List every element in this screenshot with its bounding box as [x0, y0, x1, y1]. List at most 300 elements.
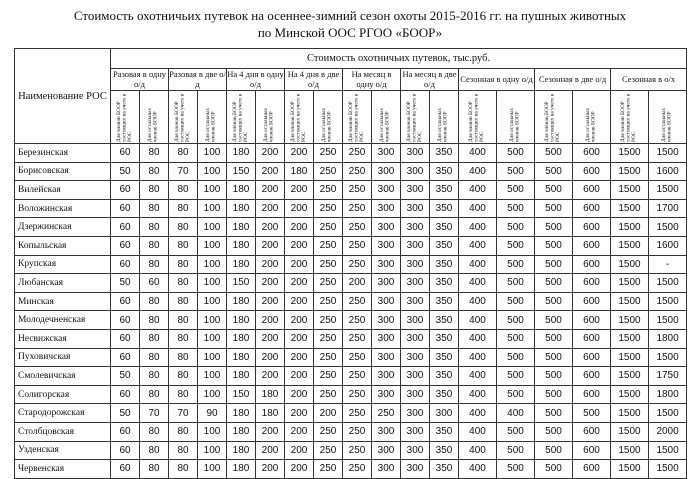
price-cell: 250: [314, 162, 343, 181]
price-cell: 250: [314, 236, 343, 255]
price-cell: 500: [535, 162, 573, 181]
price-cell: 180: [227, 181, 256, 200]
price-cell: 300: [372, 199, 401, 218]
price-cell: 200: [256, 460, 285, 479]
price-cell: 200: [256, 181, 285, 200]
price-cell: 300: [372, 236, 401, 255]
price-cell: 500: [497, 367, 535, 386]
table-row: [15, 144, 687, 163]
price-cell: 400: [459, 385, 497, 404]
price-cell: 400: [459, 460, 497, 479]
price-cell: 1500: [649, 441, 687, 460]
price-cell: 100: [198, 199, 227, 218]
price-cell: 500: [535, 236, 573, 255]
price-cell: 250: [314, 460, 343, 479]
header-group: На 4 дня в две о/д: [285, 69, 343, 91]
subheader-label: Для остальных членов БООР: [321, 107, 333, 142]
ros-name-cell: Узденская: [15, 441, 111, 460]
price-cell: 80: [140, 162, 169, 181]
price-cell: -: [649, 255, 687, 274]
price-cell: 200: [285, 348, 314, 367]
price-cell: 400: [459, 218, 497, 237]
price-cell: 1500: [611, 181, 649, 200]
ros-name-cell: Копыльская: [15, 236, 111, 255]
price-cell: 100: [198, 441, 227, 460]
price-cell: 300: [430, 404, 459, 423]
price-cell: 350: [430, 199, 459, 218]
price-cell: 350: [430, 292, 459, 311]
subheader-other-members: [372, 91, 401, 144]
price-cell: 300: [372, 218, 401, 237]
price-cell: 600: [573, 311, 611, 330]
price-cell: 400: [459, 404, 497, 423]
document-title: Стоимость охотничьих путевок на осеннее-зимний сезон охоты 2015-2016 гг. на пушных животных: [73, 8, 627, 23]
price-cell: 200: [285, 367, 314, 386]
price-cell: 350: [430, 236, 459, 255]
subheader-label: Для членов БООР состоящих на учете в РОС: [231, 93, 249, 142]
price-cell: 50: [111, 162, 140, 181]
price-cell: 80: [140, 311, 169, 330]
header-group: На месяц в две о/д: [401, 69, 459, 91]
price-cell: 80: [169, 348, 198, 367]
price-cell: 1500: [611, 255, 649, 274]
price-cell: 250: [343, 441, 372, 460]
price-cell: 500: [497, 199, 535, 218]
price-cell: 70: [140, 404, 169, 423]
price-cell: 180: [256, 404, 285, 423]
price-cell: 100: [198, 162, 227, 181]
price-cell: 300: [401, 385, 430, 404]
ros-name-cell: Пуховичская: [15, 348, 111, 367]
price-cell: 180: [227, 348, 256, 367]
price-cell: 300: [401, 329, 430, 348]
subheader-label: Для остальных членов БООР: [437, 107, 449, 142]
price-cell: 80: [140, 255, 169, 274]
price-cell: 200: [285, 218, 314, 237]
price-cell: 1500: [611, 199, 649, 218]
price-cell: 600: [573, 329, 611, 348]
price-cell: 1500: [611, 367, 649, 386]
price-cell: 200: [256, 441, 285, 460]
price-cell: 1500: [649, 144, 687, 163]
price-cell: 300: [372, 292, 401, 311]
subheader-members-ros: [535, 91, 573, 144]
price-cell: 80: [169, 181, 198, 200]
price-cell: 500: [535, 199, 573, 218]
price-cell: 300: [401, 236, 430, 255]
price-cell: 200: [285, 422, 314, 441]
price-cell: 350: [430, 255, 459, 274]
header-group: Сезонная в о/х: [611, 69, 687, 91]
header-group: Сезонная в одну о/д: [459, 69, 535, 91]
price-cell: 60: [111, 385, 140, 404]
price-cell: 200: [285, 255, 314, 274]
subheader-members-ros: [227, 91, 256, 144]
price-cell: 180: [227, 329, 256, 348]
price-cell: 300: [401, 274, 430, 293]
price-cell: 180: [227, 292, 256, 311]
price-cell: 250: [314, 181, 343, 200]
price-cell: 350: [430, 422, 459, 441]
price-cell: 500: [535, 385, 573, 404]
price-cell: 180: [285, 162, 314, 181]
price-cell: 500: [535, 255, 573, 274]
subheader-label: Для остальных членов БООР: [205, 107, 217, 142]
price-cell: 500: [535, 404, 573, 423]
price-cell: 300: [372, 348, 401, 367]
price-cell: 300: [401, 199, 430, 218]
price-cell: 500: [497, 329, 535, 348]
price-cell: 80: [140, 144, 169, 163]
price-cell: 500: [497, 311, 535, 330]
price-cell: 300: [401, 292, 430, 311]
price-cell: 350: [430, 218, 459, 237]
price-cell: 80: [169, 329, 198, 348]
table-row: [15, 441, 687, 460]
subheader-members-ros: [401, 91, 430, 144]
price-cell: 80: [140, 367, 169, 386]
price-cell: 300: [372, 441, 401, 460]
price-cell: 100: [198, 385, 227, 404]
price-cell: 250: [343, 460, 372, 479]
price-cell: 250: [343, 385, 372, 404]
price-cell: 1500: [649, 181, 687, 200]
price-cell: 300: [401, 218, 430, 237]
ros-name-cell: Минская: [15, 292, 111, 311]
ros-name-cell: Столбцовская: [15, 422, 111, 441]
price-cell: 200: [256, 218, 285, 237]
header-group: Сезонная в две о/д: [535, 69, 611, 91]
header-caption: Стоимость охотничьих путевок, тыс.руб.: [111, 49, 687, 69]
price-cell: 60: [111, 348, 140, 367]
price-cell: 60: [111, 181, 140, 200]
price-cell: 500: [497, 181, 535, 200]
subheader-members-ros: [611, 91, 649, 144]
price-cell: 100: [198, 255, 227, 274]
price-cell: 200: [285, 404, 314, 423]
price-cell: 350: [430, 274, 459, 293]
price-cell: 400: [459, 329, 497, 348]
price-cell: 250: [343, 404, 372, 423]
ros-name-cell: Вилейская: [15, 181, 111, 200]
price-cell: 400: [459, 292, 497, 311]
price-cell: 1700: [649, 199, 687, 218]
price-cell: 150: [227, 385, 256, 404]
price-cell: 500: [497, 162, 535, 181]
price-cell: 500: [535, 274, 573, 293]
price-cell: 250: [314, 218, 343, 237]
price-cell: 60: [111, 441, 140, 460]
price-cell: 80: [169, 460, 198, 479]
price-cell: 300: [401, 181, 430, 200]
price-cell: 600: [573, 274, 611, 293]
price-cell: 600: [573, 385, 611, 404]
subheader-members-ros: [285, 91, 314, 144]
price-cell: 100: [198, 236, 227, 255]
ros-name-cell: Борисовская: [15, 162, 111, 181]
ros-name-cell: Солигорская: [15, 385, 111, 404]
price-cell: 250: [372, 404, 401, 423]
price-cell: 500: [535, 218, 573, 237]
price-cell: 80: [169, 274, 198, 293]
table-row: [15, 422, 687, 441]
price-cell: 200: [256, 367, 285, 386]
price-cell: 200: [256, 422, 285, 441]
table-row: [15, 255, 687, 274]
price-cell: 60: [111, 460, 140, 479]
price-cell: 1750: [649, 367, 687, 386]
price-cell: 180: [227, 255, 256, 274]
price-cell: 200: [285, 329, 314, 348]
table-row: [15, 385, 687, 404]
price-cell: 250: [343, 236, 372, 255]
table-row: [15, 404, 687, 423]
price-cell: 1500: [611, 329, 649, 348]
price-cell: 500: [535, 329, 573, 348]
price-cell: 250: [314, 274, 343, 293]
price-cell: 300: [372, 367, 401, 386]
price-cell: 70: [169, 404, 198, 423]
header-group: Разовая в одну о/д: [111, 69, 169, 91]
subheader-other-members: [314, 91, 343, 144]
price-cell: 60: [111, 329, 140, 348]
price-cell: 600: [573, 348, 611, 367]
price-cell: 300: [401, 367, 430, 386]
price-cell: 80: [169, 367, 198, 386]
price-cell: 180: [227, 144, 256, 163]
subheader-other-members: [430, 91, 459, 144]
price-cell: 300: [372, 162, 401, 181]
price-cell: 300: [372, 460, 401, 479]
price-cell: 80: [169, 236, 198, 255]
price-cell: 80: [140, 441, 169, 460]
price-cell: 60: [140, 274, 169, 293]
price-cell: 250: [314, 441, 343, 460]
price-cell: 80: [140, 385, 169, 404]
price-cell: 300: [401, 348, 430, 367]
price-cell: 250: [343, 199, 372, 218]
price-cell: 500: [497, 441, 535, 460]
price-cell: 1500: [649, 311, 687, 330]
price-cell: 60: [111, 236, 140, 255]
price-cell: 100: [198, 460, 227, 479]
price-cell: 60: [111, 199, 140, 218]
price-cell: 300: [372, 144, 401, 163]
price-cell: 250: [314, 348, 343, 367]
subheader-other-members: [497, 91, 535, 144]
price-cell: 80: [140, 460, 169, 479]
price-cell: 80: [169, 422, 198, 441]
price-cell: 500: [497, 460, 535, 479]
header-subheader-row: [15, 91, 687, 144]
price-cell: 600: [573, 218, 611, 237]
price-cell: 200: [285, 292, 314, 311]
price-cell: 180: [227, 422, 256, 441]
price-cell: 300: [372, 329, 401, 348]
subheader-members-ros: [169, 91, 198, 144]
subheader-other-members: [649, 91, 687, 144]
table-row: [15, 199, 687, 218]
price-cell: 200: [256, 162, 285, 181]
price-cell: 180: [227, 311, 256, 330]
price-cell: 200: [285, 311, 314, 330]
price-cell: 1500: [611, 404, 649, 423]
price-cell: 1500: [611, 274, 649, 293]
price-cell: 200: [285, 144, 314, 163]
price-cell: 1500: [611, 385, 649, 404]
subheader-other-members: [573, 91, 611, 144]
price-cell: 100: [198, 329, 227, 348]
price-cell: 80: [140, 218, 169, 237]
subheader-label: Для остальных членов БООР: [508, 107, 521, 142]
price-cell: 180: [227, 218, 256, 237]
price-cell: 600: [573, 236, 611, 255]
table-row: [15, 367, 687, 386]
price-cell: 350: [430, 460, 459, 479]
price-cell: 180: [227, 404, 256, 423]
price-cell: 200: [256, 329, 285, 348]
header-group: На месяц в одну о/д: [343, 69, 401, 91]
price-cell: 350: [430, 311, 459, 330]
price-cell: 500: [535, 422, 573, 441]
price-cell: 1500: [649, 292, 687, 311]
price-cell: 500: [497, 292, 535, 311]
price-cell: 80: [140, 292, 169, 311]
price-cell: 250: [343, 144, 372, 163]
price-cell: 1500: [611, 311, 649, 330]
ros-name-cell: Березинская: [15, 144, 111, 163]
price-cell: 180: [227, 367, 256, 386]
price-cell: 100: [198, 292, 227, 311]
price-cell: 600: [573, 422, 611, 441]
price-cell: 600: [573, 367, 611, 386]
price-cell: 250: [314, 329, 343, 348]
price-cell: 500: [573, 404, 611, 423]
price-cell: 80: [140, 422, 169, 441]
price-cell: 1500: [649, 348, 687, 367]
price-cell: 250: [314, 422, 343, 441]
price-cell: 50: [111, 404, 140, 423]
price-cell: 80: [169, 385, 198, 404]
price-cell: 100: [198, 311, 227, 330]
price-cell: 60: [111, 218, 140, 237]
price-cell: 60: [111, 255, 140, 274]
price-cell: 1500: [649, 274, 687, 293]
price-cell: 250: [343, 367, 372, 386]
price-cell: 60: [111, 422, 140, 441]
price-cell: 500: [497, 385, 535, 404]
price-cell: 500: [535, 181, 573, 200]
price-cell: 70: [169, 162, 198, 181]
price-cell: 50: [111, 367, 140, 386]
price-cell: 400: [459, 441, 497, 460]
price-cell: 500: [497, 274, 535, 293]
table-row: [15, 311, 687, 330]
price-cell: 200: [285, 236, 314, 255]
document-subtitle: по Минской ООС РГОО «БООР»: [257, 25, 443, 40]
price-cell: 1500: [611, 144, 649, 163]
price-cell: 250: [314, 367, 343, 386]
subheader-label: Для членов БООР состоящих на учете в РОС: [468, 93, 486, 142]
subheader-label: Для членов БООР состоящих на учете в РОС: [173, 93, 191, 142]
price-cell: 100: [198, 348, 227, 367]
price-cell: 500: [497, 236, 535, 255]
price-cell: 300: [401, 441, 430, 460]
subheader-label: Для остальных членов БООР: [584, 107, 597, 142]
price-cell: 300: [401, 311, 430, 330]
header-name-column: Наименование РОС: [15, 49, 111, 144]
price-cell: 250: [314, 144, 343, 163]
price-cell: 100: [198, 218, 227, 237]
price-cell: 250: [314, 292, 343, 311]
price-cell: 200: [256, 348, 285, 367]
price-cell: 1500: [649, 218, 687, 237]
price-cell: 250: [343, 255, 372, 274]
price-cell: 250: [343, 329, 372, 348]
price-cell: 300: [372, 311, 401, 330]
price-cell: 200: [256, 236, 285, 255]
price-cell: 1500: [649, 404, 687, 423]
price-cell: 350: [430, 348, 459, 367]
ros-name-cell: Воложинская: [15, 199, 111, 218]
subheader-label: Для членов БООР состоящих на учете в РОС: [347, 93, 365, 142]
table-row: [15, 292, 687, 311]
table-row: [15, 162, 687, 181]
table-row: [15, 348, 687, 367]
subheader-label: Для остальных членов БООР: [263, 107, 275, 142]
price-cell: 350: [430, 367, 459, 386]
price-cell: 200: [256, 311, 285, 330]
price-cell: 300: [401, 144, 430, 163]
price-cell: 80: [169, 144, 198, 163]
price-cell: 1500: [611, 460, 649, 479]
price-cell: 150: [227, 162, 256, 181]
subheader-label: Для остальных членов БООР: [379, 107, 391, 142]
price-cell: 300: [401, 162, 430, 181]
price-cell: 400: [459, 199, 497, 218]
price-cell: 200: [256, 255, 285, 274]
price-cell: 200: [285, 385, 314, 404]
price-cell: 500: [535, 460, 573, 479]
price-cell: 200: [314, 404, 343, 423]
table-row: [15, 329, 687, 348]
price-cell: 80: [169, 292, 198, 311]
price-cell: 400: [459, 236, 497, 255]
subheader-label: Для остальных членов БООР: [660, 107, 673, 142]
subheader-label: Для членов БООР состоящих на учете в РОС: [115, 93, 133, 142]
price-cell: 500: [497, 348, 535, 367]
price-cell: 1500: [611, 162, 649, 181]
price-cell: 250: [314, 385, 343, 404]
price-cell: 60: [111, 311, 140, 330]
price-cell: 400: [459, 422, 497, 441]
price-cell: 350: [430, 162, 459, 181]
price-cell: 400: [459, 162, 497, 181]
price-cell: 80: [169, 218, 198, 237]
subheader-label: Для остальных членов БООР: [147, 107, 159, 142]
price-cell: 200: [285, 274, 314, 293]
price-cell: 350: [430, 441, 459, 460]
price-cell: 600: [573, 460, 611, 479]
ros-name-cell: Крупская: [15, 255, 111, 274]
subheader-other-members: [140, 91, 169, 144]
price-cell: 180: [227, 236, 256, 255]
subheader-members-ros: [459, 91, 497, 144]
price-cell: 250: [343, 181, 372, 200]
header-group: На 4 дня в одну о/д: [227, 69, 284, 89]
subheader-label: Для членов БООР состоящих на учете в РОС: [289, 93, 307, 142]
subheader-other-members: [198, 91, 227, 144]
